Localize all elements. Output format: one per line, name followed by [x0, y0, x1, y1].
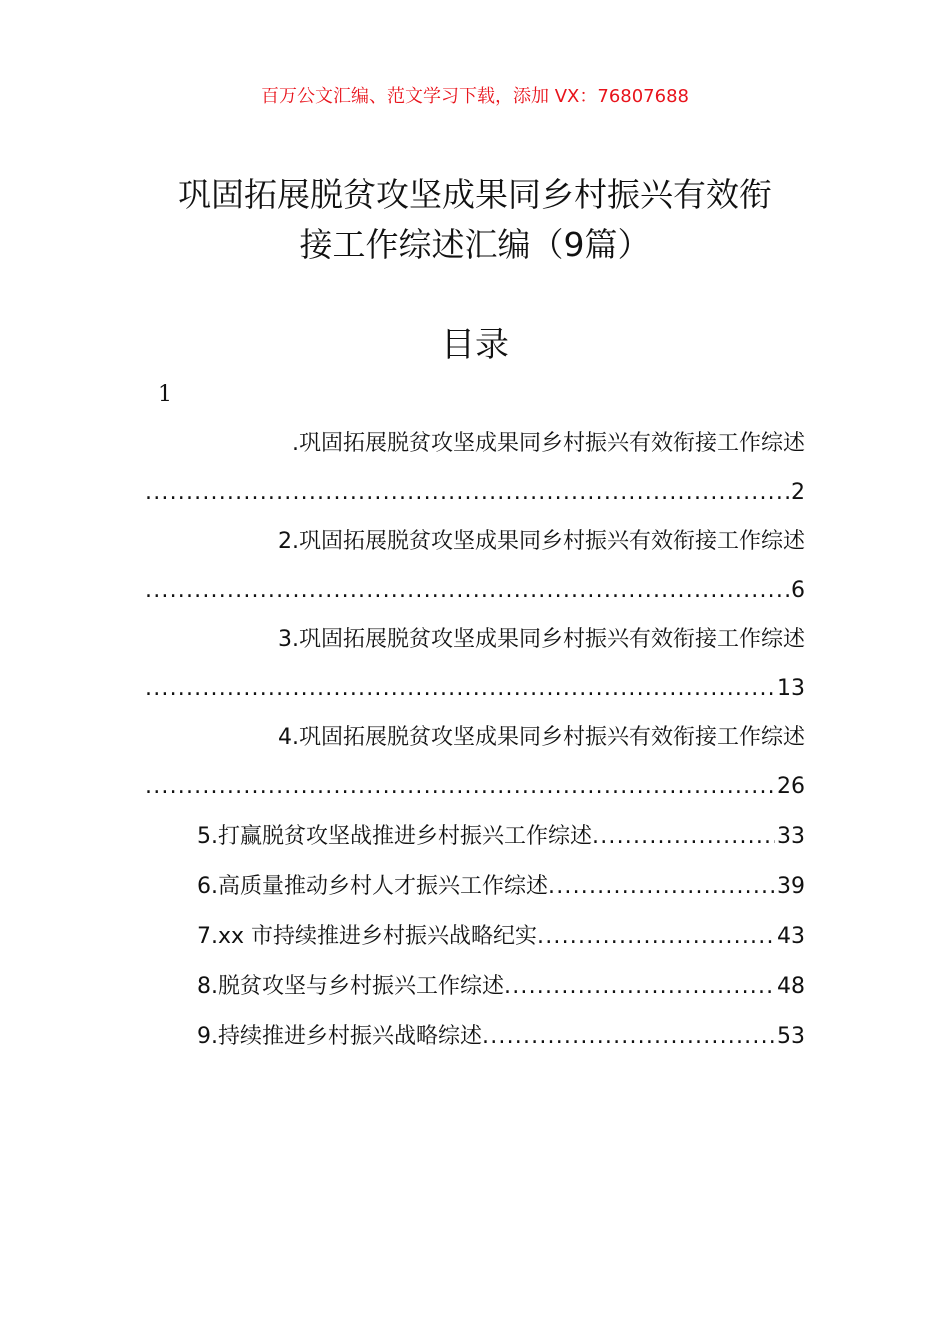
- dot-leader: [145, 762, 775, 812]
- dot-leader: [548, 862, 775, 912]
- toc-entry-9[interactable]: [145, 1012, 805, 1062]
- dot-leader: [592, 812, 775, 862]
- dot-leader: [145, 468, 789, 518]
- promo-banner: 百万公文汇编、范文学习下载，添加 VX：76807688: [261, 86, 689, 107]
- title-line-1: 巩固拓展脱贫攻坚成果同乡村振兴有效衔: [178, 175, 772, 214]
- toc-heading: 目录: [441, 325, 509, 365]
- toc-entry-1[interactable]: [145, 420, 805, 518]
- toc-entry-label[interactable]: 7.xx 市持续推进乡村振兴战略纪实: [197, 924, 538, 949]
- toc-entry-8[interactable]: [145, 962, 805, 1012]
- toc-entry-3[interactable]: [145, 616, 805, 714]
- toc-entry-label[interactable]: 9.持续推进乡村振兴战略综述: [197, 1024, 482, 1049]
- dot-leader: [504, 962, 775, 1012]
- toc-entry-label[interactable]: 5.打赢脱贫攻坚战推进乡村振兴工作综述: [197, 824, 592, 849]
- toc-entry-label[interactable]: 8.脱贫攻坚与乡村振兴工作综述: [197, 974, 504, 999]
- document-title: [120, 170, 830, 270]
- toc-entry-page: 53: [777, 1024, 805, 1049]
- toc-stray-number: 1: [158, 382, 172, 407]
- toc-entry-label[interactable]: 2.巩固拓展脱贫攻坚成果同乡村振兴有效衔接工作综述: [278, 529, 805, 554]
- toc-entry-page: 26: [777, 774, 805, 799]
- toc-entry-label[interactable]: 4.巩固拓展脱贫攻坚成果同乡村振兴有效衔接工作综述: [278, 725, 805, 750]
- toc-entry-page: 6: [791, 578, 805, 603]
- toc-entry-7[interactable]: [145, 912, 805, 962]
- dot-leader: [537, 912, 775, 962]
- dot-leader: [145, 566, 789, 616]
- toc-entry-label[interactable]: .巩固拓展脱贫攻坚成果同乡村振兴有效衔接工作综述: [292, 431, 805, 456]
- toc-entry-6[interactable]: [145, 862, 805, 912]
- toc-entry-page: 43: [777, 924, 805, 949]
- toc-entry-page: 39: [777, 874, 805, 899]
- dot-leader: [482, 1012, 775, 1062]
- toc-entry-page: 33: [777, 824, 805, 849]
- toc-entry-4[interactable]: [145, 714, 805, 812]
- dot-leader: [145, 664, 775, 714]
- toc-entry-label[interactable]: 6.高质量推动乡村人才振兴工作综述: [197, 874, 548, 899]
- toc-list: [145, 420, 805, 1062]
- title-line-2: 接工作综述汇编（9篇）: [299, 225, 651, 264]
- toc-entry-page: 48: [777, 974, 805, 999]
- toc-entry-label[interactable]: 3.巩固拓展脱贫攻坚成果同乡村振兴有效衔接工作综述: [278, 627, 805, 652]
- toc-entry-5[interactable]: [145, 812, 805, 862]
- toc-entry-2[interactable]: [145, 518, 805, 616]
- toc-entry-page: 13: [777, 676, 805, 701]
- toc-entry-page: 2: [791, 480, 805, 505]
